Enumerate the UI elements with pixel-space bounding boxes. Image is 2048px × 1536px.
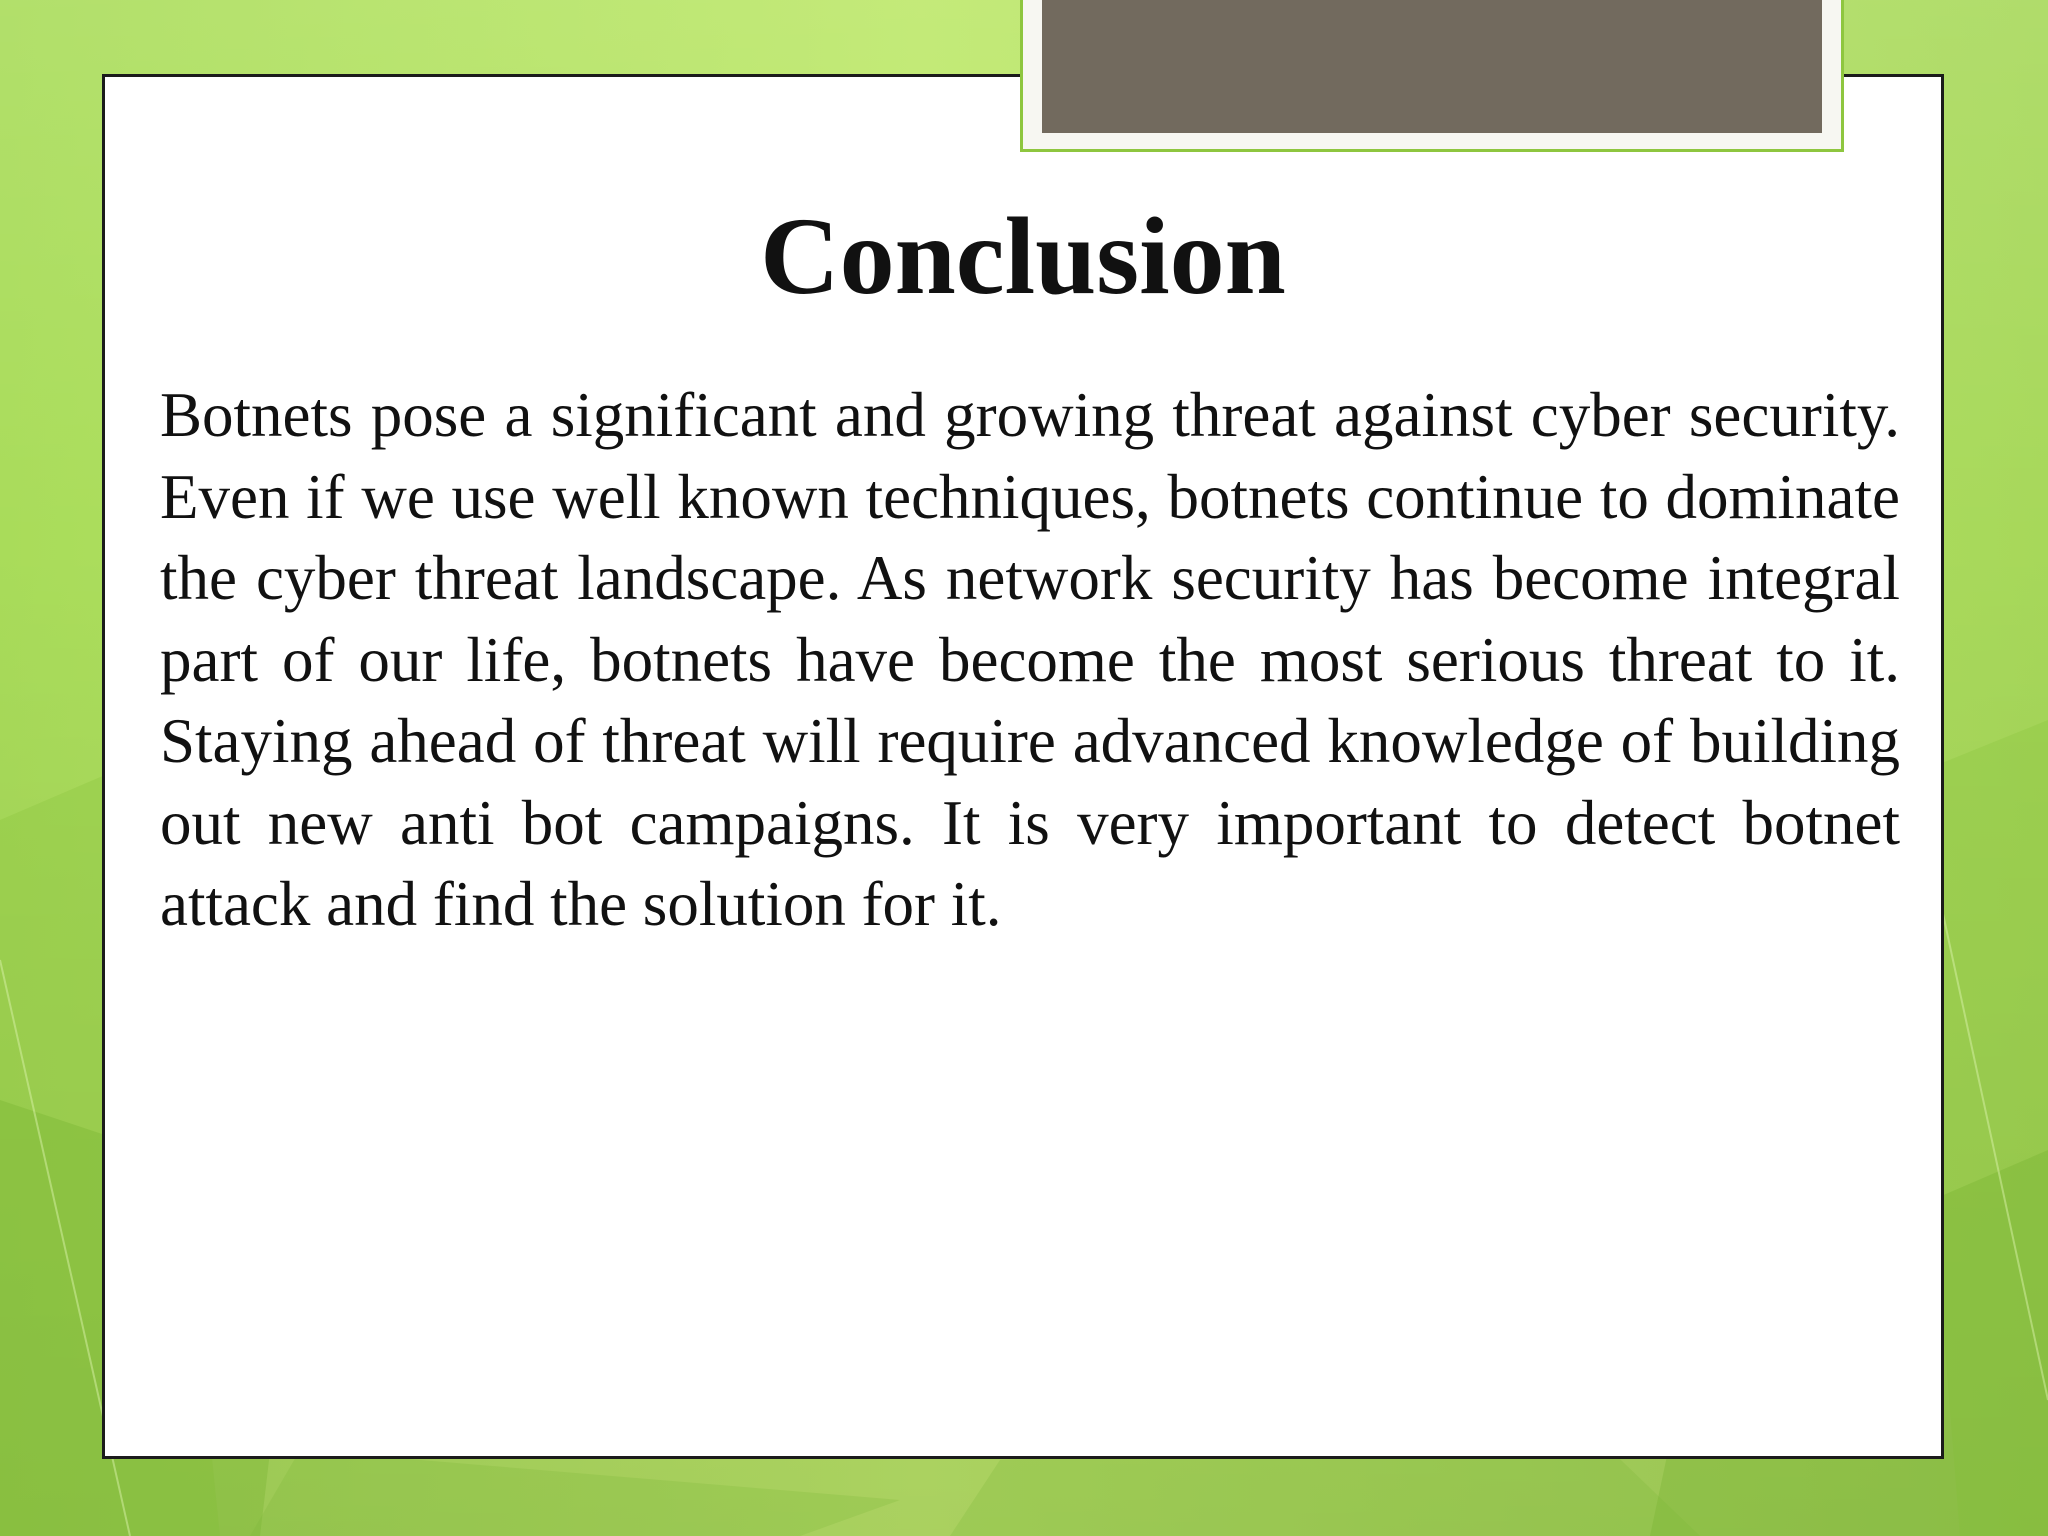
header-tab-fill — [1042, 0, 1822, 133]
header-tab — [1020, 0, 1844, 152]
slide-body-text: Botnets pose a significant and growing threat against cyber security. Even if we use well known techniques, botnets continue to dominate the cyber threat landscape. As network security has become integral part of our life, botnets have become the most serious threat to it. Staying ahead of threat will require advanced knowledge of building out new anti bot campaigns. It is very important to detect botnet attack and find the solution for it. — [160, 380, 1900, 939]
slide-title: Conclusion — [760, 195, 1286, 317]
